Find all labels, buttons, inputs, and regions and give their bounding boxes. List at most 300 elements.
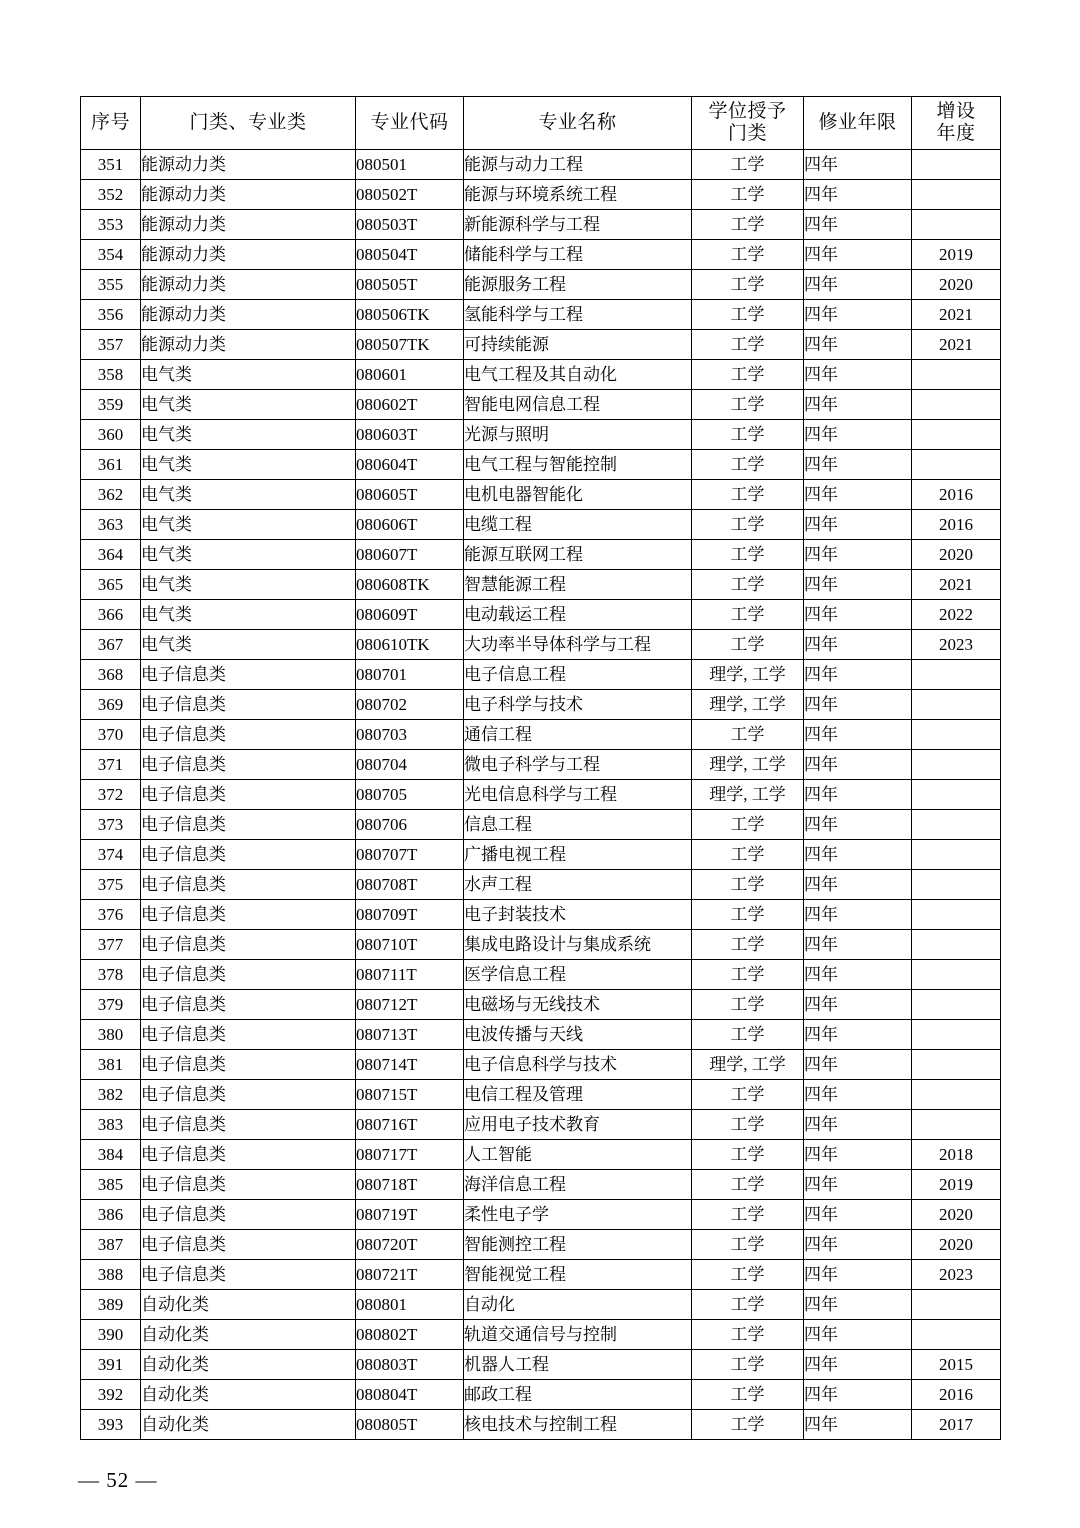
cell-code: 080603T [356, 420, 464, 450]
cell-years: 四年 [804, 750, 912, 780]
cell-degree: 工学 [692, 630, 804, 660]
cell-degree: 理学, 工学 [692, 780, 804, 810]
cell-years: 四年 [804, 930, 912, 960]
cell-year-added: 2016 [912, 480, 1001, 510]
cell-category: 电子信息类 [141, 1200, 356, 1230]
cell-category: 电气类 [141, 450, 356, 480]
cell-category: 电子信息类 [141, 1110, 356, 1140]
cell-code: 080602T [356, 390, 464, 420]
cell-year-added [912, 1020, 1001, 1050]
cell-years: 四年 [804, 240, 912, 270]
cell-degree: 工学 [692, 270, 804, 300]
cell-category: 能源动力类 [141, 330, 356, 360]
cell-degree: 工学 [692, 1200, 804, 1230]
cell-index: 366 [81, 600, 141, 630]
cell-name: 大功率半导体科学与工程 [464, 630, 692, 660]
cell-year-added [912, 960, 1001, 990]
cell-name: 新能源科学与工程 [464, 210, 692, 240]
cell-degree: 工学 [692, 720, 804, 750]
cell-name: 电子科学与技术 [464, 690, 692, 720]
cell-years: 四年 [804, 360, 912, 390]
table-row [81, 990, 1001, 1020]
cell-year-added [912, 150, 1001, 180]
cell-name: 电动载运工程 [464, 600, 692, 630]
cell-index: 360 [81, 420, 141, 450]
cell-years: 四年 [804, 1230, 912, 1260]
cell-year-added [912, 720, 1001, 750]
cell-code: 080716T [356, 1110, 464, 1140]
cell-code: 080801 [356, 1290, 464, 1320]
cell-year-added [912, 1080, 1001, 1110]
cell-years: 四年 [804, 300, 912, 330]
cell-years: 四年 [804, 600, 912, 630]
cell-category: 电子信息类 [141, 1050, 356, 1080]
table-row [81, 150, 1001, 180]
cell-code: 080609T [356, 600, 464, 630]
cell-years: 四年 [804, 1050, 912, 1080]
cell-year-added: 2016 [912, 510, 1001, 540]
cell-degree: 工学 [692, 960, 804, 990]
cell-code: 080707T [356, 840, 464, 870]
cell-category: 能源动力类 [141, 270, 356, 300]
cell-degree: 工学 [692, 870, 804, 900]
cell-name: 智能电网信息工程 [464, 390, 692, 420]
majors-table-container [80, 96, 1000, 1440]
cell-years: 四年 [804, 1110, 912, 1140]
cell-code: 080805T [356, 1410, 464, 1440]
cell-code: 080717T [356, 1140, 464, 1170]
cell-year-added: 2019 [912, 240, 1001, 270]
cell-index: 393 [81, 1410, 141, 1440]
cell-name: 电子信息科学与技术 [464, 1050, 692, 1080]
cell-name: 水声工程 [464, 870, 692, 900]
cell-name: 广播电视工程 [464, 840, 692, 870]
cell-code: 080610TK [356, 630, 464, 660]
cell-code: 080714T [356, 1050, 464, 1080]
cell-category: 自动化类 [141, 1290, 356, 1320]
cell-degree: 理学, 工学 [692, 750, 804, 780]
cell-year-added: 2017 [912, 1410, 1001, 1440]
cell-year-added: 2021 [912, 330, 1001, 360]
cell-degree: 工学 [692, 390, 804, 420]
cell-degree: 工学 [692, 1230, 804, 1260]
cell-index: 381 [81, 1050, 141, 1080]
cell-category: 电子信息类 [141, 900, 356, 930]
cell-degree: 工学 [692, 150, 804, 180]
cell-code: 080502T [356, 180, 464, 210]
cell-index: 378 [81, 960, 141, 990]
cell-category: 能源动力类 [141, 180, 356, 210]
cell-degree: 工学 [692, 540, 804, 570]
cell-index: 367 [81, 630, 141, 660]
column-header-degree-line1: 学位授予 [708, 101, 787, 123]
cell-index: 384 [81, 1140, 141, 1170]
table-row [81, 180, 1001, 210]
cell-name: 信息工程 [464, 810, 692, 840]
table-row [81, 570, 1001, 600]
column-header-category: 门类、专业类 [141, 97, 356, 150]
column-header-degree-line2: 门类 [727, 123, 767, 144]
cell-year-added [912, 990, 1001, 1020]
cell-code: 080604T [356, 450, 464, 480]
cell-index: 388 [81, 1260, 141, 1290]
cell-year-added [912, 840, 1001, 870]
table-row [81, 300, 1001, 330]
cell-degree: 工学 [692, 900, 804, 930]
table-body [81, 150, 1001, 1440]
column-header-years: 修业年限 [804, 97, 912, 150]
cell-years: 四年 [804, 270, 912, 300]
table-row [81, 450, 1001, 480]
cell-category: 电气类 [141, 600, 356, 630]
cell-category: 电子信息类 [141, 1260, 356, 1290]
cell-year-added [912, 1050, 1001, 1080]
cell-degree: 工学 [692, 180, 804, 210]
column-header-index: 序号 [81, 97, 141, 150]
cell-name: 机器人工程 [464, 1350, 692, 1380]
cell-code: 080608TK [356, 570, 464, 600]
cell-code: 080706 [356, 810, 464, 840]
column-header-year-added-line2: 年度 [936, 123, 976, 144]
cell-category: 能源动力类 [141, 150, 356, 180]
cell-degree: 工学 [692, 330, 804, 360]
cell-name: 储能科学与工程 [464, 240, 692, 270]
cell-index: 355 [81, 270, 141, 300]
cell-name: 智能测控工程 [464, 1230, 692, 1260]
table-row [81, 1170, 1001, 1200]
cell-code: 080802T [356, 1320, 464, 1350]
cell-year-added [912, 420, 1001, 450]
cell-category: 电气类 [141, 630, 356, 660]
cell-name: 光电信息科学与工程 [464, 780, 692, 810]
table-header [81, 97, 1001, 150]
column-header-name: 专业名称 [464, 97, 692, 150]
cell-index: 361 [81, 450, 141, 480]
cell-category: 电子信息类 [141, 960, 356, 990]
table-row [81, 1200, 1001, 1230]
cell-degree: 工学 [692, 450, 804, 480]
cell-code: 080606T [356, 510, 464, 540]
cell-years: 四年 [804, 330, 912, 360]
cell-years: 四年 [804, 1170, 912, 1200]
cell-category: 电子信息类 [141, 1170, 356, 1200]
cell-name: 电气工程及其自动化 [464, 360, 692, 390]
cell-name: 电子封装技术 [464, 900, 692, 930]
cell-category: 电气类 [141, 360, 356, 390]
cell-name: 医学信息工程 [464, 960, 692, 990]
cell-year-added: 2020 [912, 1200, 1001, 1230]
cell-year-added [912, 690, 1001, 720]
cell-years: 四年 [804, 540, 912, 570]
cell-year-added [912, 750, 1001, 780]
cell-name: 柔性电子学 [464, 1200, 692, 1230]
cell-years: 四年 [804, 1380, 912, 1410]
cell-name: 电子信息工程 [464, 660, 692, 690]
cell-years: 四年 [804, 1410, 912, 1440]
cell-index: 373 [81, 810, 141, 840]
cell-degree: 工学 [692, 1380, 804, 1410]
cell-index: 364 [81, 540, 141, 570]
cell-index: 387 [81, 1230, 141, 1260]
cell-year-added [912, 930, 1001, 960]
table-row [81, 1350, 1001, 1380]
cell-years: 四年 [804, 720, 912, 750]
cell-code: 080506TK [356, 300, 464, 330]
cell-name: 核电技术与控制工程 [464, 1410, 692, 1440]
cell-year-added [912, 1110, 1001, 1140]
cell-year-added [912, 390, 1001, 420]
cell-code: 080719T [356, 1200, 464, 1230]
cell-code: 080718T [356, 1170, 464, 1200]
cell-index: 371 [81, 750, 141, 780]
cell-name: 邮政工程 [464, 1380, 692, 1410]
cell-index: 369 [81, 690, 141, 720]
cell-index: 372 [81, 780, 141, 810]
cell-category: 能源动力类 [141, 240, 356, 270]
cell-index: 358 [81, 360, 141, 390]
cell-years: 四年 [804, 660, 912, 690]
cell-year-added [912, 660, 1001, 690]
cell-degree: 工学 [692, 990, 804, 1020]
cell-code: 080704 [356, 750, 464, 780]
cell-index: 382 [81, 1080, 141, 1110]
cell-year-added [912, 360, 1001, 390]
cell-name: 电气工程与智能控制 [464, 450, 692, 480]
cell-index: 389 [81, 1290, 141, 1320]
cell-years: 四年 [804, 570, 912, 600]
cell-category: 电气类 [141, 540, 356, 570]
cell-year-added: 2023 [912, 630, 1001, 660]
cell-name: 智能视觉工程 [464, 1260, 692, 1290]
cell-index: 385 [81, 1170, 141, 1200]
table-row [81, 690, 1001, 720]
table-row [81, 1050, 1001, 1080]
cell-years: 四年 [804, 150, 912, 180]
cell-code: 080507TK [356, 330, 464, 360]
column-header-degree [692, 97, 804, 150]
cell-years: 四年 [804, 690, 912, 720]
cell-years: 四年 [804, 630, 912, 660]
cell-degree: 工学 [692, 360, 804, 390]
cell-category: 电子信息类 [141, 1080, 356, 1110]
cell-category: 电子信息类 [141, 810, 356, 840]
cell-years: 四年 [804, 810, 912, 840]
table-row [81, 420, 1001, 450]
cell-code: 080501 [356, 150, 464, 180]
cell-years: 四年 [804, 1080, 912, 1110]
cell-code: 080503T [356, 210, 464, 240]
cell-years: 四年 [804, 1020, 912, 1050]
table-row [81, 750, 1001, 780]
cell-degree: 工学 [692, 1080, 804, 1110]
cell-index: 391 [81, 1350, 141, 1380]
cell-index: 377 [81, 930, 141, 960]
cell-code: 080701 [356, 660, 464, 690]
cell-name: 电波传播与天线 [464, 1020, 692, 1050]
table-row [81, 810, 1001, 840]
table-row [81, 1320, 1001, 1350]
cell-name: 光源与照明 [464, 420, 692, 450]
cell-degree: 工学 [692, 420, 804, 450]
cell-name: 智慧能源工程 [464, 570, 692, 600]
cell-years: 四年 [804, 480, 912, 510]
table-row [81, 1260, 1001, 1290]
cell-name: 电缆工程 [464, 510, 692, 540]
cell-years: 四年 [804, 1290, 912, 1320]
cell-year-added [912, 180, 1001, 210]
cell-degree: 工学 [692, 1020, 804, 1050]
cell-year-added: 2021 [912, 570, 1001, 600]
cell-code: 080709T [356, 900, 464, 930]
cell-index: 380 [81, 1020, 141, 1050]
cell-index: 375 [81, 870, 141, 900]
cell-code: 080708T [356, 870, 464, 900]
cell-index: 379 [81, 990, 141, 1020]
cell-degree: 工学 [692, 1110, 804, 1140]
cell-year-added: 2020 [912, 270, 1001, 300]
cell-year-added: 2022 [912, 600, 1001, 630]
page-number: — 52 — [78, 1468, 158, 1492]
cell-name: 应用电子技术教育 [464, 1110, 692, 1140]
cell-code: 080601 [356, 360, 464, 390]
table-row [81, 1110, 1001, 1140]
cell-name: 微电子科学与工程 [464, 750, 692, 780]
cell-category: 自动化类 [141, 1320, 356, 1350]
cell-years: 四年 [804, 840, 912, 870]
cell-year-added: 2020 [912, 540, 1001, 570]
cell-name: 能源服务工程 [464, 270, 692, 300]
cell-category: 能源动力类 [141, 300, 356, 330]
cell-code: 080711T [356, 960, 464, 990]
table-row [81, 870, 1001, 900]
cell-code: 080721T [356, 1260, 464, 1290]
table-row [81, 720, 1001, 750]
cell-name: 通信工程 [464, 720, 692, 750]
cell-degree: 工学 [692, 1260, 804, 1290]
table-row [81, 780, 1001, 810]
cell-degree: 工学 [692, 510, 804, 540]
cell-degree: 工学 [692, 1350, 804, 1380]
majors-table [80, 96, 1001, 1440]
cell-years: 四年 [804, 180, 912, 210]
cell-years: 四年 [804, 210, 912, 240]
cell-code: 080804T [356, 1380, 464, 1410]
cell-category: 电子信息类 [141, 990, 356, 1020]
cell-year-added: 2016 [912, 1380, 1001, 1410]
cell-category: 电子信息类 [141, 1020, 356, 1050]
table-row [81, 1380, 1001, 1410]
table-row [81, 210, 1001, 240]
cell-degree: 理学, 工学 [692, 690, 804, 720]
cell-year-added: 2021 [912, 300, 1001, 330]
cell-degree: 工学 [692, 570, 804, 600]
column-header-year-added [912, 97, 1001, 150]
table-row [81, 1020, 1001, 1050]
cell-year-added [912, 870, 1001, 900]
cell-years: 四年 [804, 960, 912, 990]
cell-code: 080505T [356, 270, 464, 300]
cell-code: 080710T [356, 930, 464, 960]
cell-index: 362 [81, 480, 141, 510]
cell-index: 357 [81, 330, 141, 360]
cell-category: 电子信息类 [141, 1230, 356, 1260]
table-header-row [81, 97, 1001, 150]
table-row [81, 660, 1001, 690]
table-row [81, 240, 1001, 270]
table-row [81, 390, 1001, 420]
cell-code: 080705 [356, 780, 464, 810]
cell-degree: 理学, 工学 [692, 1050, 804, 1080]
cell-years: 四年 [804, 900, 912, 930]
cell-code: 080605T [356, 480, 464, 510]
cell-name: 集成电路设计与集成系统 [464, 930, 692, 960]
cell-index: 370 [81, 720, 141, 750]
cell-name: 电信工程及管理 [464, 1080, 692, 1110]
cell-years: 四年 [804, 1320, 912, 1350]
cell-index: 359 [81, 390, 141, 420]
cell-degree: 理学, 工学 [692, 660, 804, 690]
cell-index: 374 [81, 840, 141, 870]
cell-name: 轨道交通信号与控制 [464, 1320, 692, 1350]
cell-code: 080715T [356, 1080, 464, 1110]
cell-degree: 工学 [692, 1290, 804, 1320]
cell-years: 四年 [804, 870, 912, 900]
cell-index: 365 [81, 570, 141, 600]
table-row [81, 840, 1001, 870]
column-header-year-added-line1: 增设 [936, 101, 976, 123]
cell-degree: 工学 [692, 930, 804, 960]
cell-name: 氢能科学与工程 [464, 300, 692, 330]
cell-category: 电子信息类 [141, 690, 356, 720]
table-row [81, 900, 1001, 930]
cell-code: 080607T [356, 540, 464, 570]
cell-name: 能源互联网工程 [464, 540, 692, 570]
cell-years: 四年 [804, 780, 912, 810]
cell-year-added [912, 900, 1001, 930]
cell-category: 自动化类 [141, 1350, 356, 1380]
cell-years: 四年 [804, 1140, 912, 1170]
cell-degree: 工学 [692, 1410, 804, 1440]
cell-code: 080504T [356, 240, 464, 270]
cell-name: 电磁场与无线技术 [464, 990, 692, 1020]
cell-category: 电气类 [141, 570, 356, 600]
table-row [81, 270, 1001, 300]
cell-index: 383 [81, 1110, 141, 1140]
cell-category: 电气类 [141, 480, 356, 510]
cell-index: 354 [81, 240, 141, 270]
column-header-code: 专业代码 [356, 97, 464, 150]
cell-year-added: 2020 [912, 1230, 1001, 1260]
cell-years: 四年 [804, 510, 912, 540]
cell-year-added: 2018 [912, 1140, 1001, 1170]
cell-index: 386 [81, 1200, 141, 1230]
cell-name: 海洋信息工程 [464, 1170, 692, 1200]
cell-index: 392 [81, 1380, 141, 1410]
cell-code: 080803T [356, 1350, 464, 1380]
cell-category: 能源动力类 [141, 210, 356, 240]
cell-index: 376 [81, 900, 141, 930]
cell-year-added [912, 210, 1001, 240]
table-row [81, 480, 1001, 510]
cell-category: 电子信息类 [141, 660, 356, 690]
cell-year-added: 2023 [912, 1260, 1001, 1290]
cell-year-added [912, 450, 1001, 480]
cell-category: 电子信息类 [141, 930, 356, 960]
cell-category: 电气类 [141, 420, 356, 450]
cell-degree: 工学 [692, 1320, 804, 1350]
cell-degree: 工学 [692, 300, 804, 330]
cell-category: 电子信息类 [141, 780, 356, 810]
